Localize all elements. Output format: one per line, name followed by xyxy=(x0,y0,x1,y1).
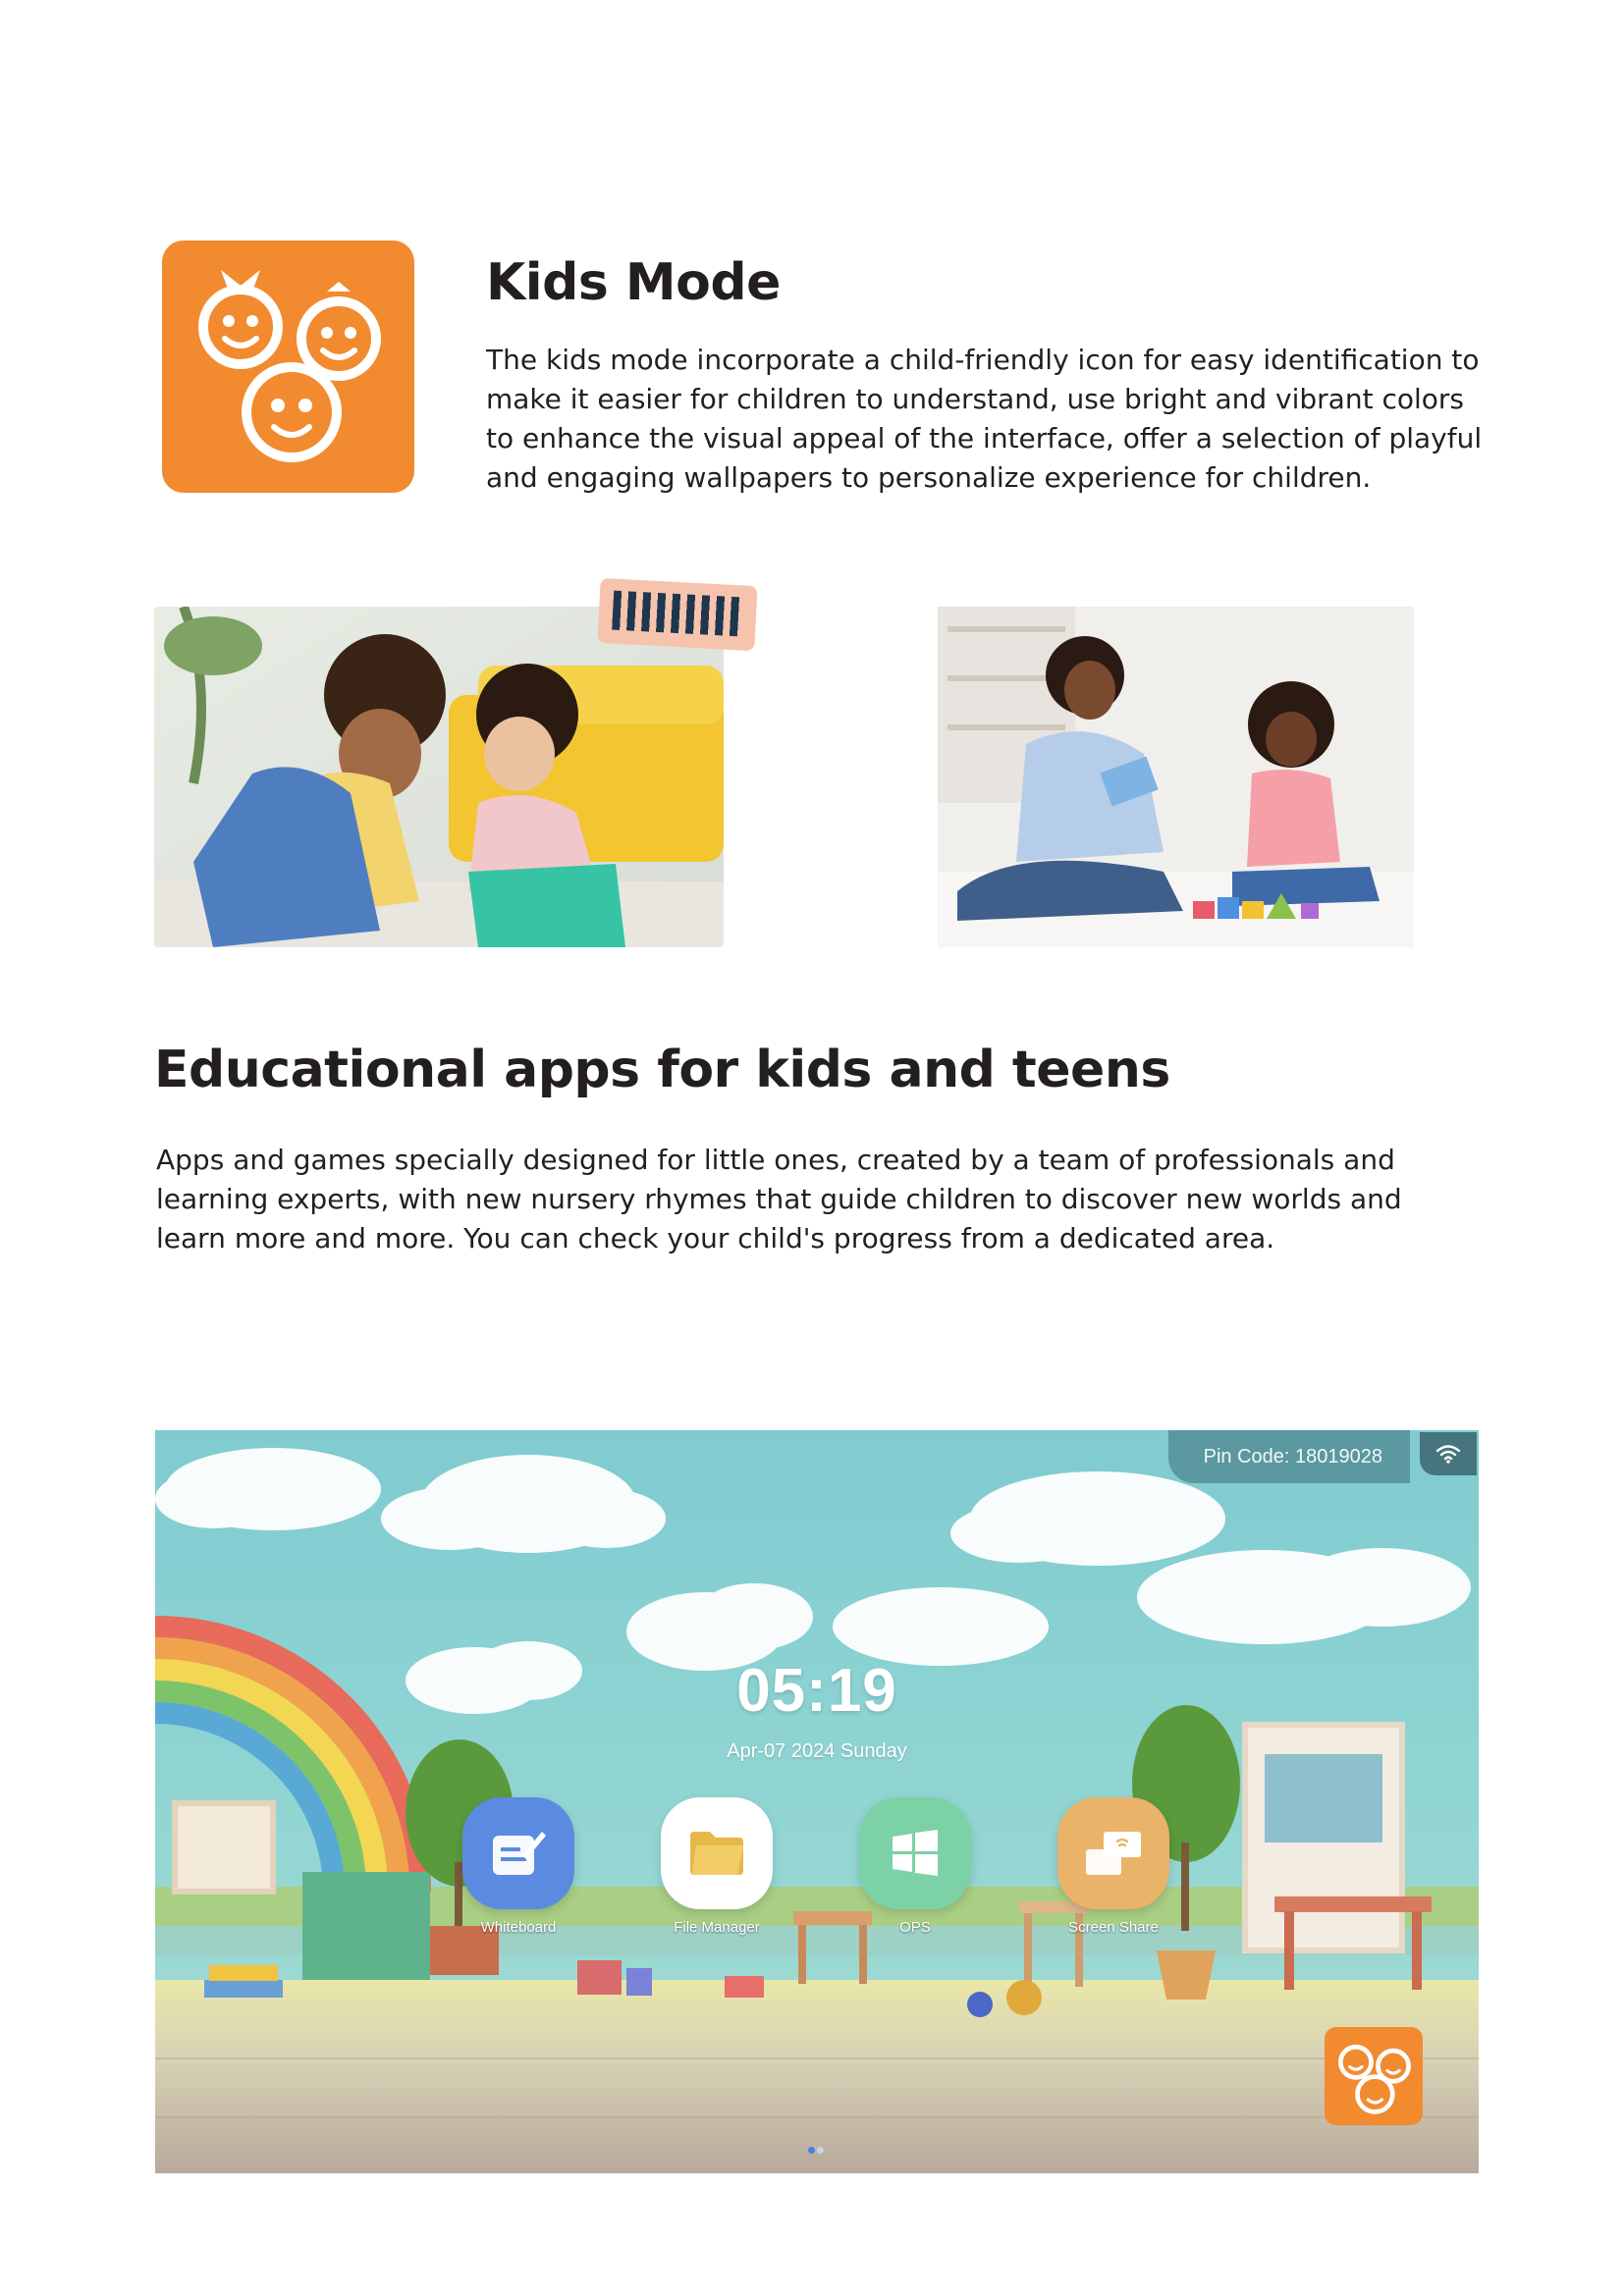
app-label-ops: OPS xyxy=(899,1919,931,1936)
kids-mode-icon xyxy=(162,240,414,493)
educational-description: Apps and games specially designed for little ones, created by a team of professionals and learning experts, with new nursery rhymes that guide children to discover new worlds and learn more and more. You can check your child's progress from a dedicated area. xyxy=(156,1144,1402,1255)
kids-mode-description: The kids mode incorporate a child-friendly icon for easy identification to make it easier for children to understand, use bright and vibrant colors to enhance the visual appeal of the interface, offer a selection of playful and engaging wallpapers to personalize experience for children. xyxy=(486,344,1483,494)
windows-icon xyxy=(859,1797,971,1909)
app-label-whiteboard: Whiteboard xyxy=(480,1919,557,1936)
app-screen-share[interactable] xyxy=(1040,1797,1187,1936)
app-whiteboard[interactable] xyxy=(445,1797,592,1936)
app-label-screen-share: Screen Share xyxy=(1068,1919,1159,1936)
decorative-tape xyxy=(597,578,757,651)
kids-room-wallpaper xyxy=(155,1430,1479,2173)
screen-share-icon xyxy=(1057,1797,1169,1909)
section-title-educational-apps: Educational apps for kids and teens xyxy=(154,1041,1170,1099)
wifi-icon[interactable] xyxy=(1420,1432,1477,1475)
kids-mode-home-screen xyxy=(155,1430,1479,2173)
whiteboard-icon xyxy=(462,1797,574,1909)
kids-mode-badge-icon[interactable] xyxy=(1325,2027,1423,2125)
clock-time: 05:19 xyxy=(736,1657,897,1725)
app-label-file-manager: File Manager xyxy=(674,1919,760,1936)
page-indicator[interactable] xyxy=(807,2141,825,2159)
app-file-manager[interactable] xyxy=(643,1797,790,1936)
photo-teacher-and-child xyxy=(938,607,1414,947)
photo-children-playing xyxy=(154,607,724,947)
pin-code-label: Pin Code: 18019028 xyxy=(1168,1430,1410,1483)
section-title-kids-mode: Kids Mode xyxy=(486,253,781,312)
app-ops[interactable] xyxy=(841,1797,989,1936)
clock-date: Apr-07 2024 Sunday xyxy=(727,1740,907,1762)
folder-icon xyxy=(661,1797,773,1909)
